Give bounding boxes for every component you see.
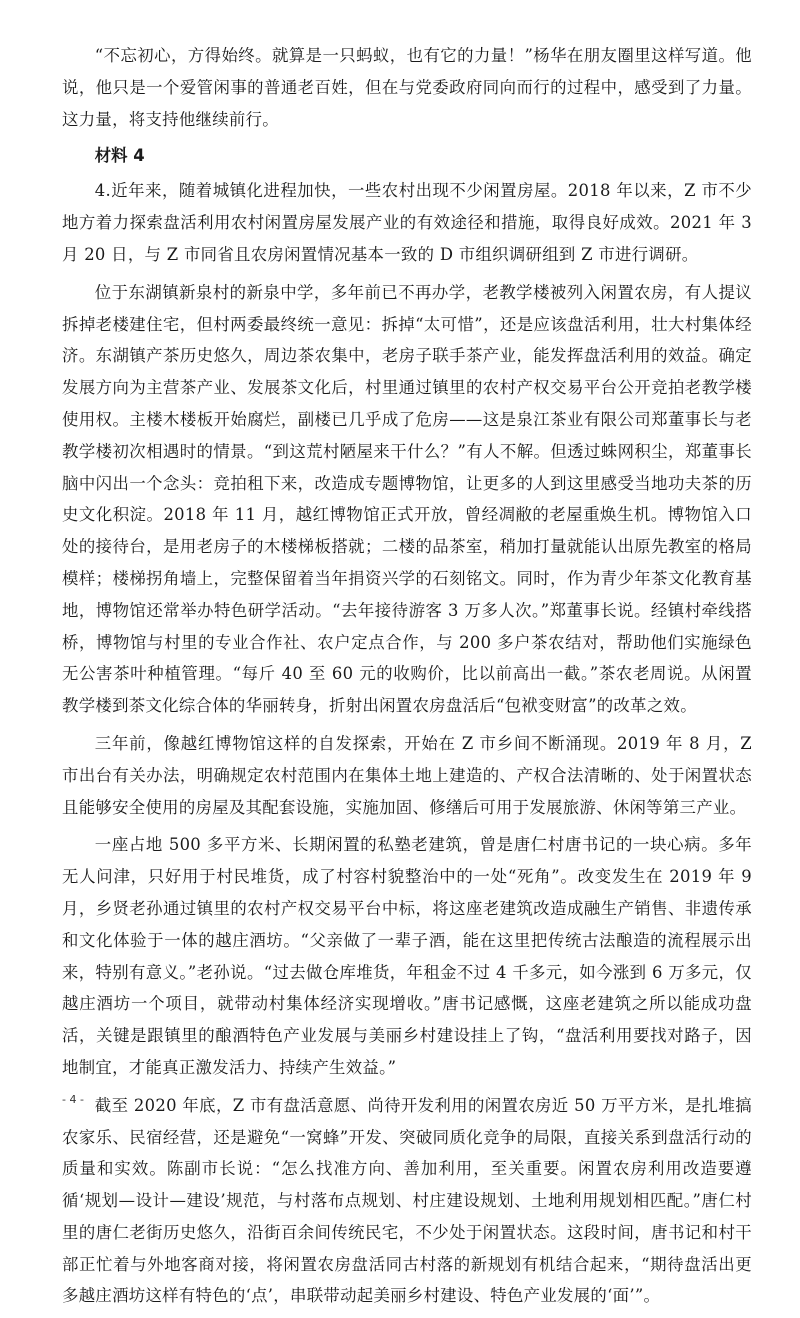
document-body	[62, 40, 752, 1318]
section-heading: 材料 4	[94, 146, 145, 166]
paragraph-5: 截至 2020 年底，Z 市有盘活意愿、尚待开发利用的闲置农房近 50 万平方米，是扎堆搞农家乐、民宿经营，还是避免“一窝蜂”开发、突破同质化竞争的局限，直接关系到盘活行动的质量和实效。陈副市长说：“怎么找准方向、善加利用，至关重要。闲置农房利用改造要遵循‘规划—设计—建设’规范，与村落布点规划、村庄建设规划、土地利用规划相匹配。”唐仁村里的唐仁老街历史悠久，沿街百余间传统民宅，不少处于闲置状态。这段时间，唐书记和村干部正忙着与外地客商对接，将闲置农房盘活同古村落的新规划有机结合起来，“期待盘活出更多越庄酒坊这样有特色的‘点’，串联带动起美丽乡村建设、特色产业发展的‘面’”。	[62, 1095, 752, 1306]
paragraph-3: 三年前，像越红博物馆这样的自发探索，开始在 Z 市乡间不断涌现。2019 年 8 月，Z 市出台有关办法，明确规定农村范围内在集体土地上建造的、产权合法清晰的、处于闲置状态且能够安全使用的房屋及其配套设施，实施加固、修缮后可用于发展旅游、休闲等第三产业。	[62, 733, 752, 817]
paragraph-4: 一座占地 500 多平方米、长期闲置的私塾老建筑，曾是唐仁村唐书记的一块心病。多年无人问津，只好用于村民堆货，成了村容村貌整治中的一处“死角”。改变发生在 2019 年 9 月，乡贤老孙通过镇里的农村产权交易平台中标，将这座老建筑改造成融生产销售、非遗传承和文化体验于一体的越庄酒坊。“父亲做了一辈子酒，能在这里把传统古法酿造的流程展示出来，特别有意义。”老孙说。“过去做仓库堆货，年租金不过 4 千多元，如今涨到 6 万多元，仅越庄酒坊一个项目，就带动村集体经济实现增收。”唐书记感慨，这座老建筑之所以能成功盘活，关键是跟镇里的酿酒特色产业发展与美丽乡村建设挂上了钩，“盘活利用要找对路子，因地制宜，才能真正激发活力、持续产生效益。”	[62, 835, 752, 1077]
paragraph-intro: “不忘初心，方得始终。就算是一只蚂蚁，也有它的力量！”杨华在朋友圈里这样写道。他说，他只是一个爱管闲事的普通老百姓，但在与党委政府同向而行的过程中，感受到了力量。这力量，将支持他继续前行。	[62, 46, 752, 129]
paragraph-1: 4.近年来，随着城镇化进程加快，一些农村出现不少闲置房屋。2018 年以来，Z 市不少地方着力探索盘活利用农村闲置房屋发展产业的有效途径和措施，取得良好成效。2021 年 3 月 20 日，与 Z 市同省且农房闲置情况基本一致的 D 市组织调研组到 Z 市进行调研。	[62, 181, 752, 264]
page-number: - 4 -	[62, 1093, 84, 1106]
paragraph-2: 位于东湖镇新泉村的新泉中学，多年前已不再办学，老教学楼被列入闲置农房，有人提议拆掉老楼建住宅，但村两委最终统一意见：拆掉“太可惜”，还是应该盘活利用，壮大村集体经济。东湖镇产茶历史悠久，周边茶农集中，老房子联手茶产业，能发挥盘活利用的效益。确定发展方向为主营茶产业、发展茶文化后，村里通过镇里的农村产权交易平台公开竞拍老教学楼使用权。主楼木楼板开始腐烂，副楼已几乎成了危房——这是泉江茶业有限公司郑董事长与老教学楼初次相遇时的情景。“到这荒村陋屋来干什么？”有人不解。但透过蛛网积尘，郑董事长脑中闪出一个念头：竞拍租下来，改造成专题博物馆，让更多的人到这里感受当地功夫茶的历史文化积淀。2018 年 11 月，越红博物馆正式开放，曾经凋敝的老屋重焕生机。博物馆入口处的接待台，是用老房子的木楼梯板搭就；二楼的品茶室，稍加打量就能认出原先教室的格局模样；楼梯拐角墙上，完整保留着当年捐资兴学的石刻铭文。同时，作为青少年茶文化教育基地，博物馆还常举办特色研学活动。“去年接待游客 3 万多人次。”郑董事长说。经镇村牵线搭桥，博物馆与村里的专业合作社、农户定点合作，与 200 多户茶农结对，帮助他们实施绿色无公害茶叶种植管理。“每斤 40 至 60 元的收购价，比以前高出一截。”茶农老周说。从闲置教学楼到茶文化综合体的华丽转身，折射出闲置农房盘活后“包袱变财富”的改革之效。	[62, 282, 752, 716]
